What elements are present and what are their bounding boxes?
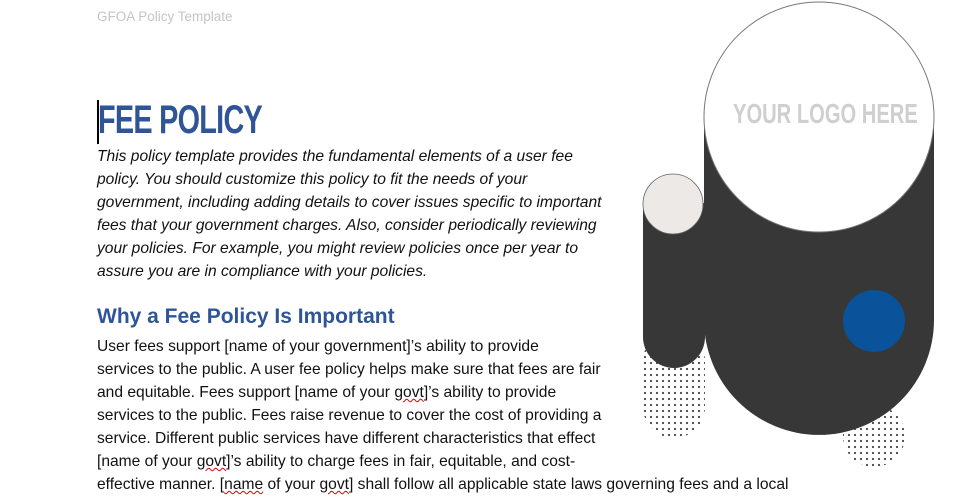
body-line[interactable]: User fees support [name of your government]’s ability to provide [97,338,539,355]
text: ]’s ability to provide [423,384,557,401]
text: ]’s ability to charge fees in fair, equitable, and cost- [226,453,576,470]
document-title[interactable]: FEE POLICY [98,98,263,142]
blue-circle [843,290,905,352]
body-line[interactable] [97,381,556,404]
body-line[interactable] [97,473,788,496]
intro-line[interactable]: assure you are in compliance with your policies. [97,263,428,280]
text: ] shall follow all applicable state laws governing fees and a local [348,476,789,493]
text: effective manner. [ [97,476,225,493]
intro-line[interactable]: This policy template provides the fundamental elements of a user fee [97,148,573,165]
text: of your [263,476,320,493]
body-line[interactable] [97,450,575,473]
logo-placeholder: YOUR LOGO HERE [733,98,918,129]
intro-line[interactable]: government, including adding details to cover issues specific to important [97,194,602,211]
text: and equitable. Fees support [name of your [97,384,395,401]
section-heading[interactable]: Why a Fee Policy Is Important [97,305,395,328]
intro-line[interactable]: policy. You should customize this policy to fit the needs of your [97,171,528,188]
light-circle [643,174,703,234]
spelling-flag: name [224,476,264,493]
intro-line[interactable]: fees that your government charges. Also, consider periodically reviewing [97,217,597,234]
text: [name of your [97,453,197,470]
intro-line[interactable]: your policies. For example, you might review policies once per year to [97,240,579,257]
spelling-flag: govt [196,453,227,470]
spelling-flag: govt [394,384,424,401]
body-line[interactable]: services to the public. A user fee policy helps make sure that fees are fair [97,361,601,378]
page-header: GFOA Policy Template [97,9,233,24]
body-line[interactable]: service. Different public services have different characteristics that effect [97,430,596,447]
body-line[interactable]: services to the public. Fees raise revenue to cover the cost of providing a [97,407,602,424]
spelling-flag: govt [319,476,349,493]
